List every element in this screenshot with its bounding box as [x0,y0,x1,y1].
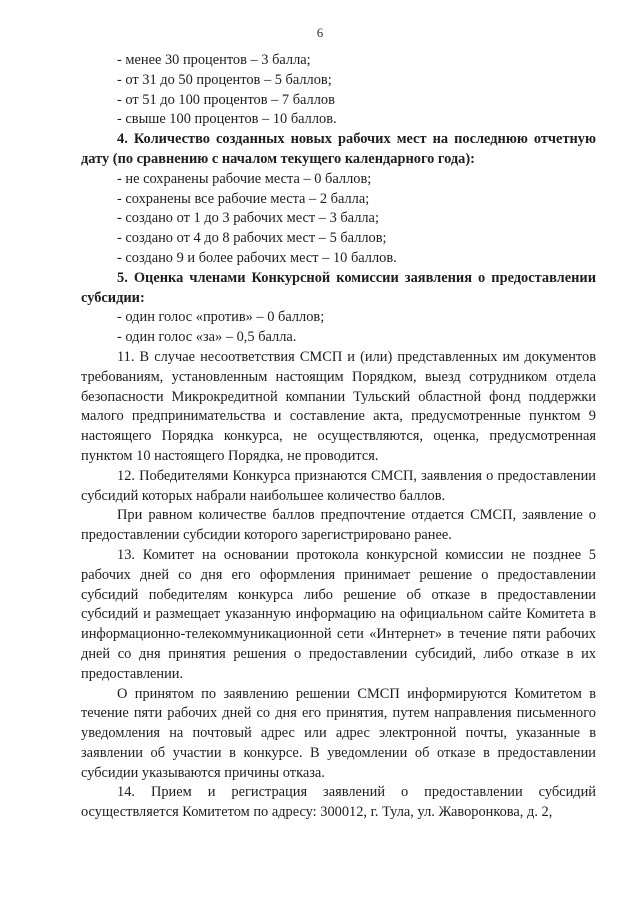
criterion-item: - один голос «за» – 0,5 балла. [117,329,297,346]
criterion-item: - свыше 100 процентов – 10 баллов. [117,111,337,128]
criterion-item: - один голос «против» – 0 баллов; [117,309,325,326]
criterion-item: - сохранены все рабочие места – 2 балла; [117,190,370,207]
body-paragraph: 14. Прием и регистрация заявлений о предоставлении субсидий осуществляется Комитетом по адресу: 300012, г. Тула, ул. Жаворонкова, д. 2, [81,784,596,821]
document-body [81,51,596,823]
criterion-heading: 4. Количество созданных новых рабочих мест на последнюю отчетную дату (по сравнению с началом текущего календарного года): [81,131,596,167]
criterion-item: - создано от 4 до 8 рабочих мест – 5 баллов; [117,230,387,247]
criterion-heading: 5. Оценка членами Конкурсной комиссии заявления о предоставлении субсидии: [81,269,596,306]
body-paragraph: При равном количестве баллов предпочтение отдается СМСП, заявление о предоставлении субсидии которого зарегистрировано ранее. [81,507,596,544]
body-paragraph: 11. В случае несоответствия СМСП и (или) представленных им документов требованиям, установленным настоящим Порядком, выезд сотрудником отдела безопасности Микрокредитной компании Тульский областной фонд поддержки малого предпринимательства и составление акта, предусмотренные пунктом 9 настоящего Порядка конкурса, не осуществляются, оценка, предусмотренная пунктом 10 настоящего Порядка, не проводится. [81,348,596,464]
criterion-item: - создано от 1 до 3 рабочих мест – 3 балла; [117,210,379,227]
criterion-item: - от 31 до 50 процентов – 5 баллов; [117,71,332,88]
page-number: 6 [316,25,324,40]
criterion-item: - не сохранены рабочие места – 0 баллов; [117,170,372,187]
criterion-item: - от 51 до 100 процентов – 7 баллов [117,91,335,108]
body-paragraph: 13. Комитет на основании протокола конкурсной комиссии не позднее 5 рабочих дней со дня его оформления принимает решение о предоставлении субсидий победителям конкурса либо решение об отказе в предоставлении субсидий и размещает указанную информацию на официальном сайте Комитета в информационно-телекоммуникационной сети «Интернет» в течение пяти рабочих дней со дня принятия решения о предоставлении субсидий, либо отказе в их предоставлении. [81,546,596,682]
body-paragraph: О принятом по заявлению решении СМСП информируются Комитетом в течение пяти рабочих дней со дня его принятия, путем направления письменного уведомления на почтовый адрес или адрес электронной почты, указанные в заявлении об участии в конкурсе. В уведомлении об отказе в предоставлении субсидии указываются причины отказа. [81,685,596,781]
criterion-item: - создано 9 и более рабочих мест – 10 баллов. [117,249,397,266]
criterion-item: - менее 30 процентов – 3 балла; [117,52,311,68]
body-paragraph: 12. Победителями Конкурса признаются СМСП, заявления о предоставлении субсидий которых набрали наибольшее количество баллов. [81,467,596,504]
